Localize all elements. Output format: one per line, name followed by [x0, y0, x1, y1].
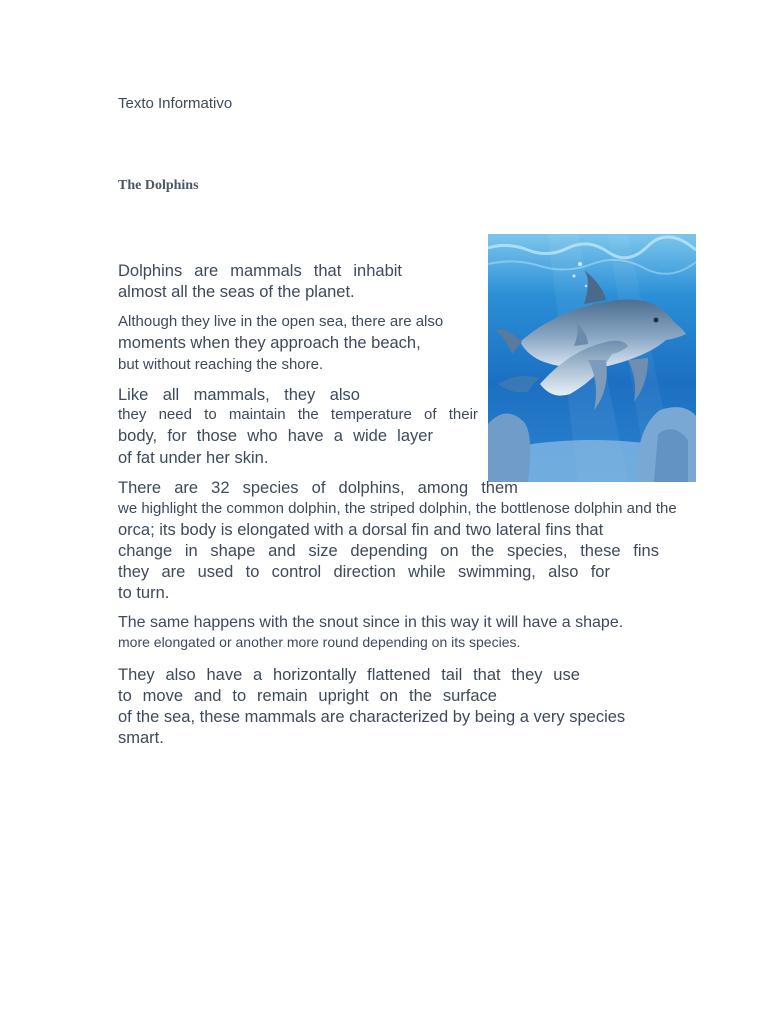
text-line-19: to move and to remain upright on the surface [118, 687, 497, 705]
text-line-6: Like all mammals, they also [118, 386, 360, 404]
text-line-4: moments when they approach the beach, [118, 334, 421, 352]
text-line-14: they are used to control direction while swimming, also for [118, 563, 610, 581]
text-line-17: more elongated or another more round depending on its species. [118, 634, 521, 650]
text-line-13: change in shape and size depending on the species, these fins [118, 542, 659, 560]
document-title: The Dolphins [118, 178, 199, 193]
text-line-5: but without reaching the shore. [118, 356, 324, 373]
text-line-16: The same happens with the snout since in this way it will have a shape. [118, 614, 624, 631]
dolphins-underwater-photo [488, 234, 696, 482]
text-line-2: almost all the seas of the planet. [118, 283, 355, 301]
text-line-8: body, for those who have a wide layer [118, 427, 433, 445]
text-line-11: we highlight the common dolphin, the striped dolphin, the bottlenose dolphin and the [118, 500, 677, 517]
text-line-7: they need to maintain the temperature of their [118, 406, 478, 423]
text-line-18: They also have a horizontally flattened tail that they use [118, 666, 580, 684]
text-line-10: There are 32 species of dolphins, among them [118, 479, 518, 497]
text-line-9: of fat under her skin. [118, 449, 269, 467]
text-line-12: orca; its body is elongated with a dorsal fin and two lateral fins that [118, 521, 604, 539]
text-line-3: Although they live in the open sea, there are also [118, 313, 444, 330]
text-line-1: Dolphins are mammals that inhabit [118, 262, 402, 280]
text-line-21: smart. [118, 729, 164, 747]
text-line-20: of the sea, these mammals are characterized by being a very species [118, 708, 626, 726]
document-header: Texto Informativo [118, 95, 233, 112]
text-line-15: to turn. [118, 584, 170, 602]
